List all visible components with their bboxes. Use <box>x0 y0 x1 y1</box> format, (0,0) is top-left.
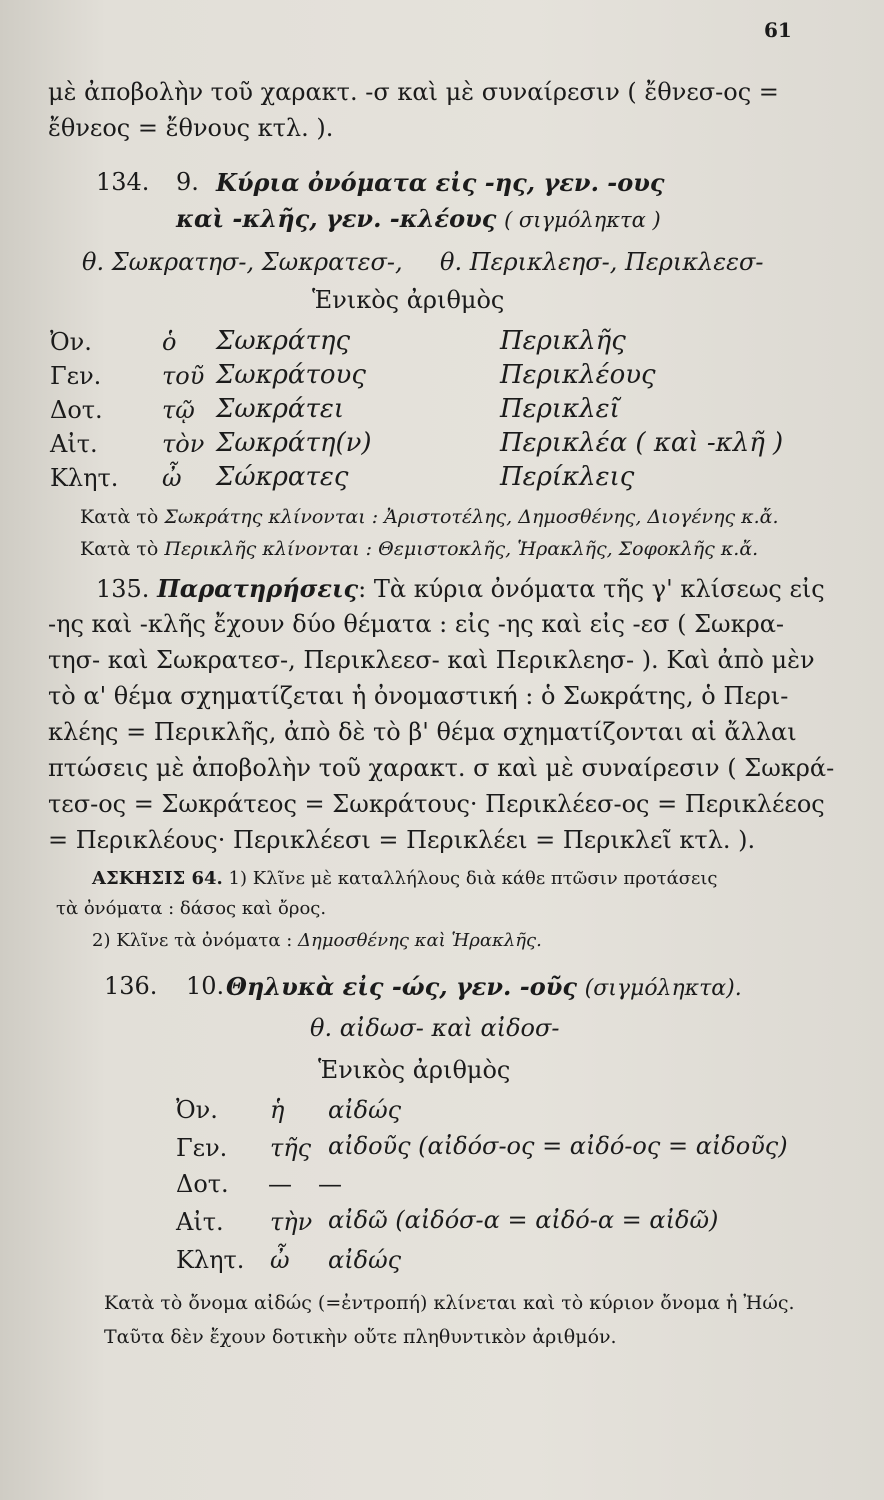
article: τὴν <box>270 1208 313 1236</box>
case-label: Ὀν. <box>50 328 92 356</box>
exercise-prefix: 2) Κλῖνε τὰ ὀνόματα : <box>92 930 293 951</box>
section-136-number: 136. <box>104 972 158 1000</box>
exercise-label: ΑΣΚΗΣΙΣ 64. <box>92 868 223 889</box>
aidos-form: αἰδώς <box>328 1246 402 1274</box>
section-134-note-1 <box>80 506 779 528</box>
pericles-form: Περικλέους <box>500 360 656 390</box>
socrates-form: Σωκράτη(ν) <box>216 428 372 458</box>
aidos-form: αἰδοῦς (αἰδόσ-ος = αἰδό-ος = αἰδοῦς) <box>328 1132 788 1160</box>
article: ἡ <box>270 1096 285 1124</box>
section-135-title: Παρατηρήσεις <box>157 574 359 603</box>
exercise-names: Δημοσθένης καὶ Ἡρακλῆς. <box>298 930 542 951</box>
exercise-64-line-1 <box>92 868 717 889</box>
socrates-form: Σωκράτει <box>216 394 345 424</box>
section-134-number-label: Ἑνικὸς ἀριθμὸς <box>312 286 505 314</box>
pericles-form: Περίκλεις <box>500 462 635 492</box>
article: τοῦ <box>162 362 205 390</box>
case-label: Αἰτ. <box>50 430 98 458</box>
section-135-line: τησ- καὶ Σωκρατεσ-, Περικλεεσ- καὶ Περικλεησ- ). Καὶ ἀπὸ μὲν <box>48 646 815 674</box>
section-136-note-2: Ταῦτα δὲν ἔχουν δοτικὴν οὔτε πληθυντικὸν ἀριθμόν. <box>104 1326 617 1348</box>
note-2-rest: Περικλῆς κλίνονται : Θεμιστοκλῆς, Ἡρακλῆς, Σοφοκλῆς κ.ἄ. <box>164 538 759 560</box>
article: — <box>268 1170 292 1198</box>
note-2-prefix: Κατὰ τὸ <box>80 538 159 560</box>
section-136-heading-bold: Θηλυκὰ εἰς -ώς, γεν. -οῦς <box>226 972 577 1001</box>
section-135-line: -ης καὶ -κλῆς ἔχουν δύο θέματα : εἰς -ης καὶ εἰς -εσ ( Σωκρα- <box>48 610 785 638</box>
case-label: Κλητ. <box>50 464 119 492</box>
aidos-form: αἰδώς <box>328 1096 402 1124</box>
section-136-heading <box>226 972 742 1001</box>
section-134-note-2 <box>80 538 758 560</box>
section-135-line: κλέης = Περικλῆς, ἀπὸ δὲ τὸ β' θέμα σχηματίζονται αἱ ἄλλαι <box>48 718 797 746</box>
section-134-stems-right: θ. Περικλεησ-, Περικλεεσ- <box>440 248 764 276</box>
section-136-heading-num: 10. <box>186 972 225 1000</box>
case-label: Δοτ. <box>50 396 103 424</box>
section-134-heading-note: ( σιγμόληκτα ) <box>504 208 661 232</box>
page-number: 61 <box>764 18 792 42</box>
intro-line-1: μὲ ἀποβολὴν τοῦ χαρακτ. -σ καὶ μὲ συναίρεσιν ( ἔθνεσ-ος = <box>48 78 779 106</box>
aidos-form: αἰδῶ (αἰδόσ-α = αἰδό-α = αἰδῶ) <box>328 1206 719 1234</box>
pericles-form: Περικλέα ( καὶ -κλῆ ) <box>500 428 784 458</box>
section-134-heading-line-1: Κύρια ὀνόματα εἰς -ης, γεν. -ους <box>216 168 665 197</box>
socrates-form: Σώκρατες <box>216 462 349 492</box>
intro-line-2: ἔθνεος = ἔθνους κτλ. ). <box>48 114 334 142</box>
section-135-number: 135. <box>96 575 150 603</box>
section-135-line: τεσ-ος = Σωκράτεος = Σωκράτους· Περικλέεσ-ος = Περικλέεος <box>48 790 825 818</box>
socrates-form: Σωκράτους <box>216 360 366 390</box>
case-label: Ὀν. <box>176 1096 218 1124</box>
case-label: Δοτ. <box>176 1170 229 1198</box>
case-label: Αἰτ. <box>176 1208 224 1236</box>
exercise-text: 1) Κλῖνε μὲ καταλλήλους διὰ κάθε πτῶσιν προτάσεις <box>228 868 718 889</box>
case-label: Κλητ. <box>176 1246 245 1274</box>
case-label: Γεν. <box>176 1134 228 1162</box>
article: ὦ <box>270 1246 290 1274</box>
article: τὸν <box>162 430 205 458</box>
section-135-first-line <box>96 574 825 603</box>
section-134-stems-left: θ. Σωκρατησ-, Σωκρατεσ-, <box>82 248 403 276</box>
exercise-64-line-2: τὰ ὀνόματα : δάσος καὶ ὄρος. <box>56 898 327 919</box>
exercise-64-line-3 <box>92 930 542 951</box>
case-label: Γεν. <box>50 362 102 390</box>
article: τῷ <box>162 396 195 424</box>
socrates-form: Σωκράτης <box>216 326 350 356</box>
section-134-heading-bold: καὶ -κλῆς, γεν. -κλέους <box>176 204 497 233</box>
article: ὦ <box>162 464 182 492</box>
section-136-stems: θ. αἰδωσ- καὶ αἰδοσ- <box>310 1014 560 1042</box>
article: τῆς <box>270 1134 312 1162</box>
section-134-number: 134. <box>96 168 150 196</box>
aidos-form: — <box>318 1170 342 1198</box>
note-1-rest: Σωκράτης κλίνονται : Ἀριστοτέλης, Δημοσθένης, Διογένης κ.ἄ. <box>164 506 779 528</box>
pericles-form: Περικλῆς <box>500 326 626 356</box>
article: ὁ <box>162 328 177 356</box>
section-135-line: τὸ α' θέμα σχηματίζεται ἡ ὀνομαστική : ὁ Σωκράτης, ὁ Περι- <box>48 682 789 710</box>
section-134-heading-num: 9. <box>176 168 199 196</box>
note-1-prefix: Κατὰ τὸ <box>80 506 159 528</box>
section-136-number-label: Ἑνικὸς ἀριθμὸς <box>318 1056 511 1084</box>
section-136-note-1: Κατὰ τὸ ὄνομα αἰδώς (=ἐντροπή) κλίνεται καὶ τὸ κύριον ὄνομα ἡ Ἠώς. <box>104 1292 795 1314</box>
section-135-line: : Τὰ κύρια ὀνόματα τῆς γ' κλίσεως εἰς <box>358 575 825 603</box>
section-135-line: = Περικλέους· Περικλέεσι = Περικλέει = Περικλεῖ κτλ. ). <box>48 826 756 854</box>
section-135-line: πτώσεις μὲ ἀποβολὴν τοῦ χαρακτ. σ καὶ μὲ συναίρεσιν ( Σωκρά- <box>48 754 835 782</box>
section-134-heading-line-2 <box>176 204 661 233</box>
pericles-form: Περικλεῖ <box>500 394 620 424</box>
section-136-heading-note: (σιγμόληκτα). <box>584 976 742 1001</box>
